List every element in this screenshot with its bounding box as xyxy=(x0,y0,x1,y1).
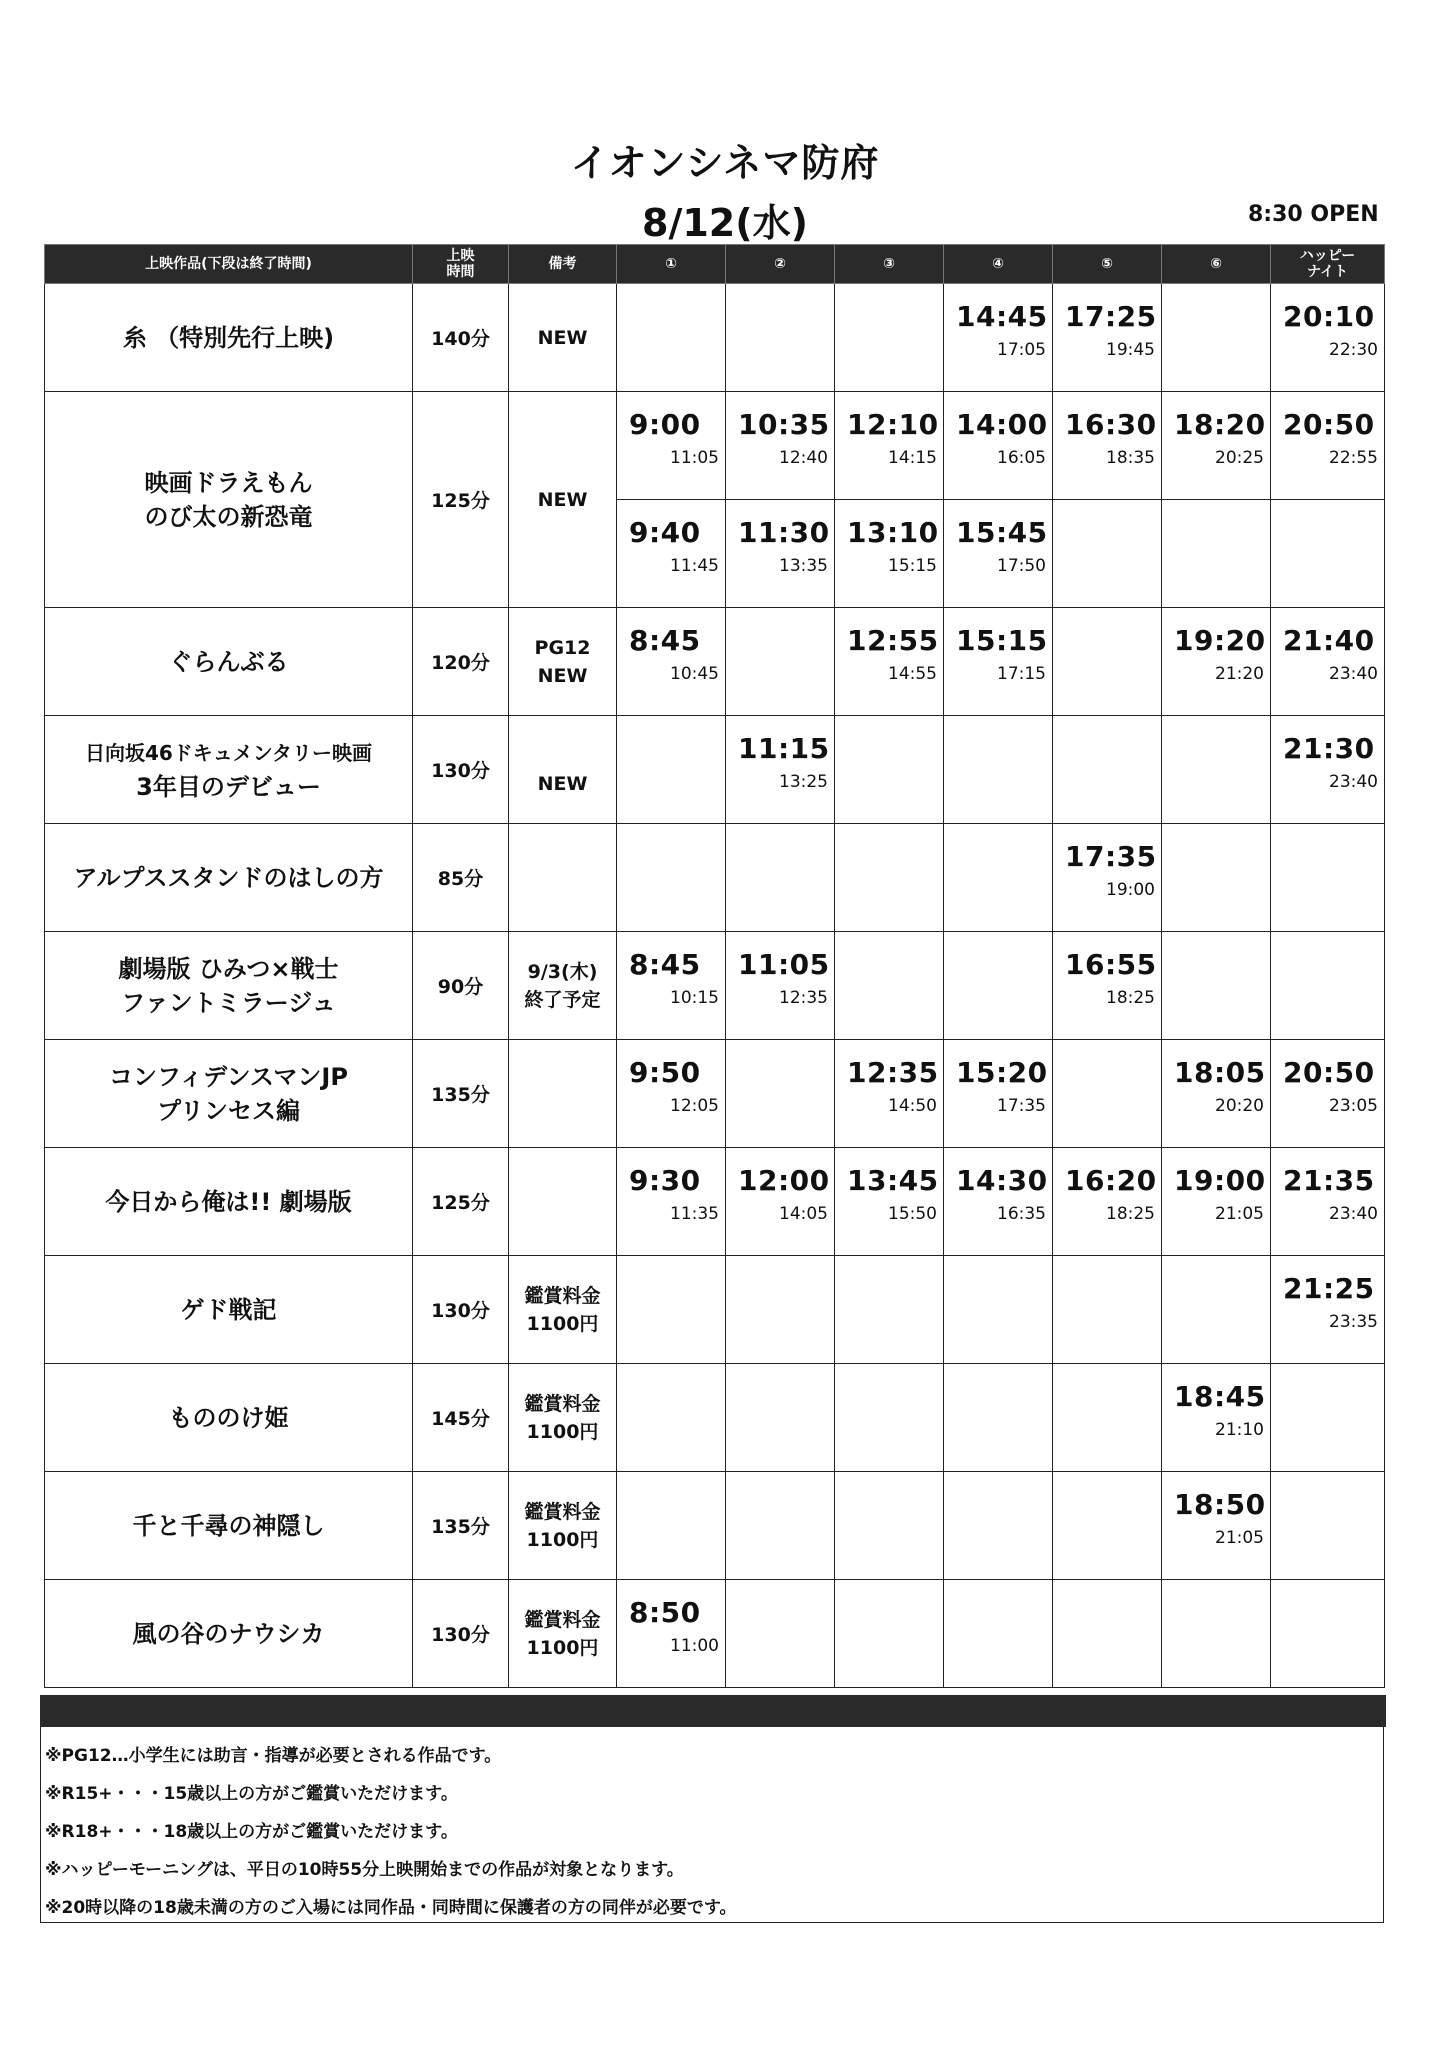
showtime-cell-screen-2[interactable] xyxy=(726,500,835,608)
showtime-cell-happy-night[interactable] xyxy=(1271,1040,1385,1148)
col-happy-night xyxy=(1271,245,1385,284)
showtime-cell-screen-6 xyxy=(1162,1580,1271,1688)
showtime-cell-screen-3 xyxy=(835,1364,944,1472)
showtime-cell-screen-1[interactable] xyxy=(617,1148,726,1256)
showtime-cell-happy-night[interactable] xyxy=(1271,392,1385,500)
showtime-cell-screen-5 xyxy=(1053,1256,1162,1364)
start-time: 9:30 xyxy=(629,1164,701,1197)
start-time: 9:00 xyxy=(629,408,701,441)
note xyxy=(509,824,617,932)
movie-title-line1: ゲド戦記 xyxy=(180,1295,277,1324)
showtime-cell-screen-6[interactable] xyxy=(1162,1364,1271,1472)
movie-title xyxy=(45,1256,413,1364)
col-title: 上映作品(下段は終了時間) xyxy=(45,245,413,284)
showtime-cell-screen-4[interactable] xyxy=(944,392,1053,500)
open-time: 8:30 OPEN xyxy=(1248,202,1379,227)
movie-title-line1: 映画ドラえもん xyxy=(144,468,313,497)
end-time: 11:00 xyxy=(670,1636,719,1656)
showtime-cell-screen-6[interactable] xyxy=(1162,1040,1271,1148)
showtime-cell-screen-3 xyxy=(835,1472,944,1580)
runtime: 135分 xyxy=(413,1040,509,1148)
header-row xyxy=(45,245,1385,284)
note-line: 鑑賞料金 xyxy=(524,1608,601,1631)
runtime: 130分 xyxy=(413,1256,509,1364)
showtime-cell-screen-3 xyxy=(835,824,944,932)
showtime-cell-screen-3 xyxy=(835,284,944,392)
showtime-cell-screen-4[interactable] xyxy=(944,1040,1053,1148)
end-time: 11:45 xyxy=(670,556,719,576)
showtime-cell-happy-night[interactable] xyxy=(1271,716,1385,824)
showtime-cell-happy-night xyxy=(1271,824,1385,932)
end-time: 14:55 xyxy=(888,664,937,684)
start-time: 19:00 xyxy=(1174,1164,1266,1197)
end-time: 11:05 xyxy=(670,448,719,468)
showtime-cell-screen-2[interactable] xyxy=(726,1148,835,1256)
end-time: 18:35 xyxy=(1106,448,1155,468)
end-time: 20:20 xyxy=(1215,1096,1264,1116)
showtime-cell-screen-2[interactable] xyxy=(726,932,835,1040)
start-time: 12:35 xyxy=(847,1056,939,1089)
start-time: 21:25 xyxy=(1283,1272,1375,1305)
showtime-cell-screen-6[interactable] xyxy=(1162,1148,1271,1256)
note xyxy=(509,1256,617,1364)
note-line: 鑑賞料金 xyxy=(524,1500,601,1523)
note xyxy=(509,932,617,1040)
showtime-cell-screen-1[interactable] xyxy=(617,1580,726,1688)
showtime-cell-screen-6[interactable] xyxy=(1162,608,1271,716)
start-time: 12:55 xyxy=(847,624,939,657)
movie-title xyxy=(45,1148,413,1256)
showtime-cell-screen-5[interactable] xyxy=(1053,284,1162,392)
showtime-cell-happy-night xyxy=(1271,1364,1385,1472)
start-time: 21:40 xyxy=(1283,624,1375,657)
movie-title xyxy=(45,1472,413,1580)
movie-title-line1: 糸 （特別先行上映) xyxy=(122,323,335,352)
movie-row xyxy=(45,392,1385,500)
showtime-cell-screen-4 xyxy=(944,1256,1053,1364)
showtime-cell-screen-6 xyxy=(1162,716,1271,824)
end-time: 17:50 xyxy=(997,556,1046,576)
showtime-cell-screen-5 xyxy=(1053,1580,1162,1688)
runtime: 145分 xyxy=(413,1364,509,1472)
end-time: 20:25 xyxy=(1215,448,1264,468)
start-time: 9:40 xyxy=(629,516,701,549)
movie-title xyxy=(45,1040,413,1148)
showtime-cell-screen-5[interactable] xyxy=(1053,932,1162,1040)
showtime-cell-screen-5 xyxy=(1053,608,1162,716)
runtime: 135分 xyxy=(413,1472,509,1580)
movie-row xyxy=(45,1040,1385,1148)
col-happy-l1: ハッピー xyxy=(1299,248,1356,264)
start-time: 18:20 xyxy=(1174,408,1266,441)
showtime-cell-happy-night[interactable] xyxy=(1271,1256,1385,1364)
start-time: 8:45 xyxy=(629,948,701,981)
movie-title-line1: 劇場版 ひみつ×戦士 xyxy=(118,954,339,983)
note xyxy=(509,1364,617,1472)
start-time: 20:50 xyxy=(1283,1056,1375,1089)
note xyxy=(509,1040,617,1148)
runtime: 120分 xyxy=(413,608,509,716)
showtime-cell-happy-night xyxy=(1271,500,1385,608)
start-time: 12:10 xyxy=(847,408,939,441)
note-line: 1100円 xyxy=(526,1420,599,1443)
movie-title-line1: 風の谷のナウシカ xyxy=(132,1619,325,1648)
schedule-body xyxy=(45,284,1385,1688)
note-line: 終了予定 xyxy=(524,988,601,1011)
note xyxy=(509,608,617,716)
movie-title-line2: ファントミラージュ xyxy=(121,988,336,1017)
showtime-cell-screen-2 xyxy=(726,1472,835,1580)
runtime: 130分 xyxy=(413,1580,509,1688)
end-time: 18:25 xyxy=(1106,1204,1155,1224)
showtime-cell-screen-5 xyxy=(1053,1364,1162,1472)
showtime-cell-screen-4 xyxy=(944,1472,1053,1580)
note-line: ※R15+・・・15歳以上の方がご鑑賞いただけます。 xyxy=(45,1784,458,1804)
showtime-cell-screen-1[interactable] xyxy=(617,392,726,500)
start-time: 18:45 xyxy=(1174,1380,1266,1413)
start-time: 11:15 xyxy=(738,732,830,765)
start-time: 16:30 xyxy=(1065,408,1157,441)
showtime-cell-happy-night xyxy=(1271,1472,1385,1580)
showtime-cell-screen-1[interactable] xyxy=(617,500,726,608)
note-line: NEW xyxy=(537,326,588,349)
note-line: NEW xyxy=(537,664,588,687)
start-time: 15:45 xyxy=(956,516,1048,549)
showtime-cell-screen-6 xyxy=(1162,1256,1271,1364)
movie-title-line1: アルプススタンドのはしの方 xyxy=(73,863,384,892)
movie-row xyxy=(45,1256,1385,1364)
start-time: 14:45 xyxy=(956,300,1048,333)
movie-row xyxy=(45,824,1385,932)
showtime-cell-happy-night[interactable] xyxy=(1271,608,1385,716)
note-line: ※PG12…小学生には助言・指導が必要とされる作品です。 xyxy=(45,1746,502,1766)
note-line: ※20時以降の18歳未満の方のご入場には同作品・同時間に保護者の方の同伴が必要です。 xyxy=(45,1898,737,1918)
start-time: 13:10 xyxy=(847,516,939,549)
start-time: 17:35 xyxy=(1065,840,1157,873)
end-time: 18:25 xyxy=(1106,988,1155,1008)
note-line: 9/3(木) xyxy=(527,960,598,983)
end-time: 23:05 xyxy=(1329,1096,1378,1116)
col-screen-2: ② xyxy=(726,245,835,284)
end-time: 23:35 xyxy=(1329,1312,1378,1332)
col-note: 備考 xyxy=(509,245,617,284)
showtime-cell-happy-night[interactable] xyxy=(1271,1148,1385,1256)
showtime-cell-screen-3[interactable] xyxy=(835,1040,944,1148)
start-time: 18:05 xyxy=(1174,1056,1266,1089)
showtime-cell-screen-4 xyxy=(944,932,1053,1040)
showtime-cell-screen-5 xyxy=(1053,1472,1162,1580)
note-line: NEW xyxy=(537,772,588,795)
end-time: 14:15 xyxy=(888,448,937,468)
showtime-cell-screen-2[interactable] xyxy=(726,716,835,824)
runtime: 130分 xyxy=(413,716,509,824)
movie-row xyxy=(45,716,1385,824)
movie-title-line1: コンフィデンスマンJP xyxy=(109,1062,348,1091)
end-time: 19:00 xyxy=(1106,880,1155,900)
showtime-cell-screen-2[interactable] xyxy=(726,392,835,500)
movie-row xyxy=(45,284,1385,392)
end-time: 16:05 xyxy=(997,448,1046,468)
showtime-cell-screen-1 xyxy=(617,716,726,824)
start-time: 15:20 xyxy=(956,1056,1048,1089)
footer-bar xyxy=(40,1695,1386,1727)
end-time: 13:35 xyxy=(779,556,828,576)
movie-title-line1: ぐらんぶる xyxy=(168,647,289,676)
movie-row xyxy=(45,608,1385,716)
end-time: 12:35 xyxy=(779,988,828,1008)
start-time: 8:45 xyxy=(629,624,701,657)
note xyxy=(509,716,617,824)
showtime-cell-screen-4[interactable] xyxy=(944,500,1053,608)
showtime-cell-screen-6[interactable] xyxy=(1162,392,1271,500)
theater-title: イオンシネマ防府 xyxy=(570,141,880,185)
start-time: 18:50 xyxy=(1174,1488,1266,1521)
showtime-cell-screen-6 xyxy=(1162,284,1271,392)
movie-title-line2: のび太の新恐竜 xyxy=(144,502,313,531)
showtime-cell-happy-night xyxy=(1271,1580,1385,1688)
showtime-cell-screen-2 xyxy=(726,1580,835,1688)
note xyxy=(509,1580,617,1688)
showtime-cell-screen-3[interactable] xyxy=(835,500,944,608)
showtime-cell-screen-3[interactable] xyxy=(835,392,944,500)
showtime-cell-screen-5[interactable] xyxy=(1053,1148,1162,1256)
movie-title xyxy=(45,824,413,932)
runtime: 125分 xyxy=(413,392,509,608)
start-time: 9:50 xyxy=(629,1056,701,1089)
end-time: 21:05 xyxy=(1215,1204,1264,1224)
movie-title xyxy=(45,608,413,716)
movie-title xyxy=(45,1364,413,1472)
showtime-cell-screen-5 xyxy=(1053,1040,1162,1148)
note-line: NEW xyxy=(537,488,588,511)
start-time: 20:10 xyxy=(1283,300,1375,333)
schedule-table xyxy=(44,244,1385,1688)
showtime-cell-screen-3 xyxy=(835,1580,944,1688)
movie-row xyxy=(45,1364,1385,1472)
end-time: 21:05 xyxy=(1215,1528,1264,1548)
movie-title-line1: もののけ姫 xyxy=(168,1403,289,1432)
runtime: 85分 xyxy=(413,824,509,932)
start-time: 16:20 xyxy=(1065,1164,1157,1197)
note-line xyxy=(509,742,616,770)
col-screen-6: ⑥ xyxy=(1162,245,1271,284)
showtime-cell-screen-6[interactable] xyxy=(1162,1472,1271,1580)
col-runtime-l1: 上映 xyxy=(446,248,475,264)
movie-title xyxy=(45,1580,413,1688)
showtime-cell-screen-4[interactable] xyxy=(944,284,1053,392)
movie-title-line1: 千と千尋の神隠し xyxy=(132,1511,325,1540)
note-line: 1100円 xyxy=(526,1528,599,1551)
movie-title xyxy=(45,284,413,392)
movie-title xyxy=(45,392,413,608)
showtime-cell-screen-4 xyxy=(944,824,1053,932)
showtime-cell-screen-2 xyxy=(726,284,835,392)
end-time: 10:15 xyxy=(670,988,719,1008)
start-time: 21:30 xyxy=(1283,732,1375,765)
showtime-cell-screen-4 xyxy=(944,1580,1053,1688)
showtime-cell-screen-6 xyxy=(1162,824,1271,932)
showtime-cell-screen-5[interactable] xyxy=(1053,824,1162,932)
showtime-cell-happy-night[interactable] xyxy=(1271,284,1385,392)
start-time: 19:20 xyxy=(1174,624,1266,657)
showtime-cell-screen-1 xyxy=(617,1256,726,1364)
end-time: 23:40 xyxy=(1329,772,1378,792)
note-line: ※ハッピーモーニングは、平日の10時55分上映開始までの作品が対象となります。 xyxy=(45,1860,684,1880)
showtime-cell-screen-1[interactable] xyxy=(617,1040,726,1148)
showtime-cell-screen-4 xyxy=(944,716,1053,824)
start-time: 20:50 xyxy=(1283,408,1375,441)
movie-row xyxy=(45,1472,1385,1580)
runtime: 90分 xyxy=(413,932,509,1040)
end-time: 23:40 xyxy=(1329,664,1378,684)
end-time: 17:15 xyxy=(997,664,1046,684)
showtime-cell-screen-3 xyxy=(835,1256,944,1364)
end-time: 21:20 xyxy=(1215,664,1264,684)
note-line: PG12 xyxy=(534,636,591,659)
showtime-cell-screen-3[interactable] xyxy=(835,608,944,716)
runtime: 140分 xyxy=(413,284,509,392)
col-happy-l2: ナイト xyxy=(1306,264,1349,280)
showtime-cell-screen-2 xyxy=(726,1364,835,1472)
start-time: 11:30 xyxy=(738,516,830,549)
showtime-cell-screen-1 xyxy=(617,1472,726,1580)
end-time: 23:40 xyxy=(1329,1204,1378,1224)
end-time: 22:55 xyxy=(1329,448,1378,468)
showtime-cell-screen-1 xyxy=(617,1364,726,1472)
showtime-cell-screen-2 xyxy=(726,608,835,716)
start-time: 16:55 xyxy=(1065,948,1157,981)
end-time: 19:45 xyxy=(1106,340,1155,360)
showtime-cell-screen-1[interactable] xyxy=(617,608,726,716)
end-time: 15:50 xyxy=(888,1204,937,1224)
end-time: 17:05 xyxy=(997,340,1046,360)
showtime-cell-screen-1 xyxy=(617,824,726,932)
end-time: 12:05 xyxy=(670,1096,719,1116)
schedule-date: 8/12(水) xyxy=(642,201,808,245)
note-line: 1100円 xyxy=(526,1636,599,1659)
showtime-cell-screen-1[interactable] xyxy=(617,932,726,1040)
start-time: 21:35 xyxy=(1283,1164,1375,1197)
start-time: 15:15 xyxy=(956,624,1048,657)
end-time: 21:10 xyxy=(1215,1420,1264,1440)
start-time: 8:50 xyxy=(629,1596,701,1629)
showtime-cell-screen-5 xyxy=(1053,716,1162,824)
showtime-cell-screen-2 xyxy=(726,824,835,932)
showtime-cell-screen-2 xyxy=(726,1256,835,1364)
movie-title xyxy=(45,716,413,824)
showtime-cell-screen-5[interactable] xyxy=(1053,392,1162,500)
start-time: 12:00 xyxy=(738,1164,830,1197)
movie-title xyxy=(45,932,413,1040)
col-screen-4: ④ xyxy=(944,245,1053,284)
movie-row xyxy=(45,932,1385,1040)
start-time: 14:30 xyxy=(956,1164,1048,1197)
showtime-cell-screen-3 xyxy=(835,716,944,824)
note xyxy=(509,1472,617,1580)
movie-row xyxy=(45,1148,1385,1256)
movie-title-line2: プリンセス編 xyxy=(156,1096,301,1125)
note-line: ※R18+・・・18歳以上の方がご鑑賞いただけます。 xyxy=(45,1822,458,1842)
col-screen-1: ① xyxy=(617,245,726,284)
col-screen-3: ③ xyxy=(835,245,944,284)
end-time: 17:35 xyxy=(997,1096,1046,1116)
showtime-cell-screen-6 xyxy=(1162,932,1271,1040)
movie-title-line1: 日向坂46ドキュメンタリー映画 xyxy=(84,740,373,765)
start-time: 10:35 xyxy=(738,408,830,441)
col-screen-5: ⑤ xyxy=(1053,245,1162,284)
start-time: 14:00 xyxy=(956,408,1048,441)
showtime-cell-screen-4[interactable] xyxy=(944,608,1053,716)
showtime-cell-screen-1 xyxy=(617,284,726,392)
note-line: 鑑賞料金 xyxy=(524,1392,601,1415)
end-time: 11:35 xyxy=(670,1204,719,1224)
showtime-cell-screen-4[interactable] xyxy=(944,1148,1053,1256)
showtime-cell-screen-5 xyxy=(1053,500,1162,608)
col-runtime-l2: 時間 xyxy=(446,264,475,280)
showtime-cell-screen-2 xyxy=(726,1040,835,1148)
movie-row xyxy=(45,1580,1385,1688)
end-time: 13:25 xyxy=(779,772,828,792)
notes-box xyxy=(40,1727,1384,1923)
note-line: 1100円 xyxy=(526,1312,599,1335)
note-line: 鑑賞料金 xyxy=(524,1284,601,1307)
start-time: 13:45 xyxy=(847,1164,939,1197)
end-time: 16:35 xyxy=(997,1204,1046,1224)
end-time: 22:30 xyxy=(1329,340,1378,360)
showtime-cell-screen-4 xyxy=(944,1364,1053,1472)
showtime-cell-screen-6 xyxy=(1162,500,1271,608)
note xyxy=(509,392,617,608)
start-time: 11:05 xyxy=(738,948,830,981)
start-time: 17:25 xyxy=(1065,300,1157,333)
showtime-cell-screen-3 xyxy=(835,932,944,1040)
end-time: 14:05 xyxy=(779,1204,828,1224)
movie-title-line1: 今日から俺は!! 劇場版 xyxy=(105,1187,352,1216)
showtime-cell-happy-night xyxy=(1271,932,1385,1040)
col-runtime xyxy=(413,245,509,284)
end-time: 15:15 xyxy=(888,556,937,576)
showtime-cell-screen-3[interactable] xyxy=(835,1148,944,1256)
note xyxy=(509,1148,617,1256)
runtime: 125分 xyxy=(413,1148,509,1256)
note xyxy=(509,284,617,392)
end-time: 10:45 xyxy=(670,664,719,684)
end-time: 12:40 xyxy=(779,448,828,468)
end-time: 14:50 xyxy=(888,1096,937,1116)
movie-title-line2: 3年目のデビュー xyxy=(136,772,321,801)
